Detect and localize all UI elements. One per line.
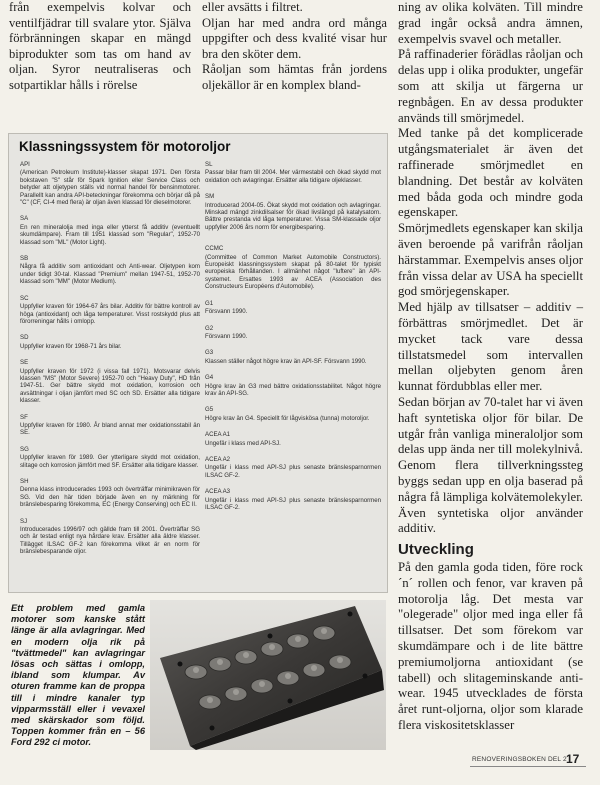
class-code: ACEA A1 [205,431,231,439]
right-paragraph-1: ning av olika kolväten. Till mindre grad ingår också andra ämnen, exempelvis svavel och metaller. [398,0,583,46]
class-code: SA [20,215,29,223]
class-description: Uppfyller kraven för 1964-67 års bilar. Additiv för bättre kontroll av höga (antioxidant) och låga temperaturer. Visst rostskydd plus att förorreningar hålls i omlopp. [20,303,200,325]
class-description: (Committee of Common Market Automobile Constructors). Europeiskt klassningssystem skapat på 80-talet för typiskt europeiska förhållanden. I allmänhet något "luftere" än API-systemet. Ersattes 1993 av ACEA (Association des Constructeurs Européens d'Automobile). [205,253,381,291]
class-entry-sc [20,295,200,326]
class-entry-sa [20,215,200,246]
oil-classification-sidebar [8,133,388,593]
class-code: G2 [205,324,214,332]
class-code: G4 [205,374,214,382]
middle-column-top [202,0,387,94]
right-paragraph-7: På den gamla goda tiden, före rock ´n´ rollen och fenor, var kraven på motorolja låg. Det mesta var "olegerade" oljor med inga eller få tillsatser. Det som förekom var skumdämpare och i de lite bättre premiumoljorna antioxidant (se tabell) och slitageminskande anti-wear. 1945 utvecklades de första året runt-oljorna, oljor som klarade flera viskositetsklasser [398,560,583,733]
class-entry-g1 [205,300,381,316]
class-description: Ungefär i klass med API-SJ plus senaste bränslesparnormen ILSAC GF-2. [205,464,381,479]
class-entry-acea-a1 [205,431,381,447]
class-description: Introducerad 2004-05. Ökat skydd mot oxidation och avlagringar. Minskad mängd zinkdilsalser för ökad livslängd på katalysatorn. Bättre prestanda vid låga temperaturer. Vissa SM-klassade oljor uppfyller 2006 års norm för energibesparing. [205,201,381,231]
class-entry-sm [205,193,381,231]
class-code: G3 [205,349,214,357]
mid-paragraph-3: Råoljan som hämtas från jordens oljekällor är en komplex bland- [202,62,387,92]
class-description: Ungefär i klass med API-SJ plus senaste bränslesparnormen ILSAC GF-2. [205,496,381,511]
class-description: Uppfyller kraven för 1968-71 års bilar. [20,342,122,350]
class-entry-sd [20,334,200,350]
engine-head-illustration [150,600,386,750]
mid-paragraph-1: eller avsätts i filtret. [202,0,303,14]
class-entry-sb [20,255,200,286]
class-entry-acea-a2 [205,456,381,479]
class-description: Klassen ställer något högre krav än API-SF. Försvann 1990. [205,357,367,365]
engine-cylinder-head-photo [150,600,386,750]
class-entry-ccmc [205,245,381,290]
class-entry-acea-a3 [205,488,381,511]
class-code: SE [20,359,29,367]
mid-paragraph-2: Oljan har med andra ord många uppgifter och dess kvalité visar hur bra den sköter dem. [202,15,387,61]
sidebar-left-column [20,161,200,565]
class-description: Försvann 1990. [205,308,248,316]
class-entry-sl [205,161,381,184]
left-column-top [9,0,191,94]
class-code: SB [20,255,29,263]
class-code: SH [20,478,29,485]
class-entry-sj [20,518,200,556]
class-code: API [20,161,30,168]
class-description: (American Petroleum Institute)-klasser skapat 1971. Den första bokstaven "S" står för Spark Ignition eller Service Class och betyder att oljetypen ställs vid normal handel för bensinmotorer. Parallellt kan andra API-beteckningar förekomma och börjar då på "C" (CF, CI-4 med flera) är oljan även klassad för dieselmotorer. [20,169,200,207]
class-code: G5 [205,406,214,414]
class-description: Ungefär i klass med API-SJ. [205,439,281,447]
photo-caption: Ett problem med gamla motorer som kanske stått länge är alla avlagringar. Med en modern olja rik på "tvättmedel" kan avlagringar lösas och sättas i omlopp, ibland som klumpar. Av oturen framme kan de proppa till i mindre kanaler typ vipparmsställ eller i vevaxel med skärskador som följd. Toppen kommer från en – 56 Ford 292 ci motor. [11,603,145,748]
class-entry-se [20,359,200,404]
right-paragraph-6: Sedan början av 70-talet har vi även haft syntetiska oljor för bilar. De utgår från vanliga mineraloljor som delas upp ända ner till molekylnivå. Genom flera tillverkningssteg byggs sedan upp en olja baserad på några få lämpliga kolvätemolekyler. Även syntetiska oljor använder additiv. [398,394,583,536]
right-paragraph-3: Med tanke på det komplicerade utgångsmaterialet är även det raffinerade smörjmedlet en blandning. Det består av kolväten med båda goda och mindre goda egenskaper. [398,126,583,220]
class-description: Några få additiv som antioxidant och Anti-wear. Oljetypen kom under tidigt 30-tal. Klassad "Premium" mellan 1947-51, 1952-70 klassad som "MM" (Motor Medium). [20,263,200,286]
class-entry-sf [20,414,200,437]
class-description: Uppfyller kraven för 1972 (i vissa fall 1971). Motsvarar delvis klassen "MS" (Motor Severe) 1952-70 och "Heavy Duty", HD från 1947-51. Ger bättre skydd mot oxidation, korrosion och avsättningar i oljan jämfört med SC och SD. Ersätter alla tidigare klasser. [20,367,200,405]
class-entry-sh [20,478,200,509]
class-description: Denna klass introducerades 1993 och överträffar minimikraven för SG. Vid den här tiden började även en ny märkning för bränslebesparing förekomma, EC (Energy Conserving) och EC II. [20,486,200,509]
class-code: SF [20,413,28,421]
class-code: SD [20,334,29,342]
class-description: Försvann 1990. [205,332,248,340]
class-code: SL [205,161,213,168]
class-code: ACEA A3 [205,488,231,496]
footer-rule [470,766,586,767]
running-footer: RENOVERINGSBOKEN DEL 2 [472,756,567,763]
right-column [398,0,583,734]
class-code: ACEA A2 [205,455,231,463]
class-entry-g3 [205,349,381,365]
class-code: SJ [20,517,28,525]
class-code: SC [20,294,29,302]
class-description: Högre krav än G4. Speciellt för lågviskösa (tunna) motoroljor. [205,414,370,422]
class-code: G1 [205,299,214,307]
page-number: 17 [566,752,580,766]
right-paragraph-2: På raffinaderier förädlas råoljan och delas upp i olika produkter, ungefär som att skilja ut färgerna ur regnbågen. En av dessa produkter används till smörjmedel. [398,47,583,125]
class-code: SG [20,445,29,453]
class-entry-api [20,161,200,206]
class-entry-sg [20,446,200,469]
class-description: Uppfyller kraven för 1980. År bland annat mer oxidationsstabil än SE. [20,421,200,437]
sidebar-title: Klassningssystem för motoroljor [19,139,231,154]
class-description: Uppfyller kraven för 1989. Ger ytterligare skydd mot oxidation, slitage och korrosion jämfört med SF. Ersätter alla tidigare klasser. [20,454,200,469]
class-code: SM [205,193,215,201]
class-description: Passar bilar fram till 2004. Mer värmestabil och ökad skydd mot oxidation och avlagringar. Ersätter alla tidigare oljeklasser. [205,169,381,184]
left-top-paragraph: från exempelvis kolvar och ventilfjädrar till svalare ytor. Själva förbränningen skapar en mängd biprodukter som tas om hand av oljan. Syror neutraliseras och sotpartiklar hålls i rörelse [9,0,191,92]
section-heading-utveckling: Utveckling [398,541,474,559]
sidebar-right-column [205,161,381,520]
class-entry-g4 [205,374,381,397]
class-entry-g5 [205,406,381,422]
class-description: Högre krav än G3 med bättre oxidationsstabilitet. Något högre krav än API-SG. [205,382,381,397]
class-entry-g2 [205,325,381,341]
right-paragraph-4: Smörjmedlets egenskaper kan skilja även beroende på varifrån råoljan härstammar. Exempelvis anses oljor från vissa delar av USA ha speciellt god smörjegenskaper. [398,221,583,299]
class-description: En ren mineralolja med inga eller ytterst få additiv (eventuellt skumdämpare). Fram till 1951 klassad som "Regular", 1952-70 klassad som "ML" (Motor Light). [20,223,200,246]
right-paragraph-5: Med hjälp av tillsatser – additiv – förbättras smörjmedlet. Det är mycket tack vare dessa tillstatsmedel som intervallen mellan oljebyten genom åren kunnat fördubblas eller mer. [398,300,583,394]
class-code: CCMC [205,245,224,253]
class-description: Introducerades 1996/97 och gällde fram till 2001. Överträffar SG och är testad enligt nya hårdare krav. Ersätter alla äldre klasser. Tillägget ILSAC GF-2 kan förekomma vilket är en norm för bränslebesparande oljor. [20,526,200,556]
